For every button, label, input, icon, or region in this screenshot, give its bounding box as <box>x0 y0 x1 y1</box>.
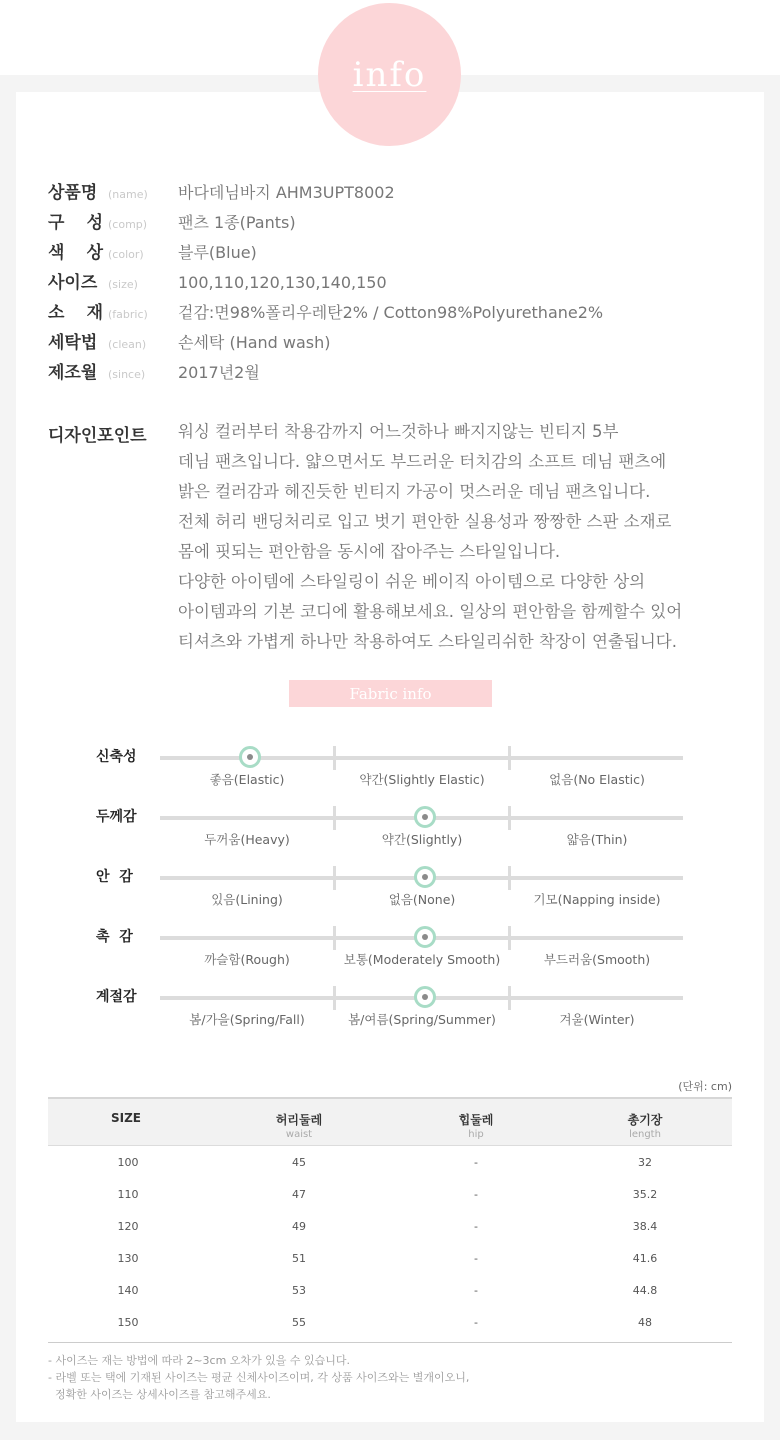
spec-label-en: (since) <box>108 368 146 381</box>
fabric-scale-option: 얇음(Thin) <box>566 832 628 847</box>
fabric-scale-option: 기모(Napping inside) <box>533 892 661 907</box>
table-cell: - <box>474 1252 478 1265</box>
table-cell: 140 <box>117 1284 139 1297</box>
spec-row-size <box>48 268 603 298</box>
fabric-scale-option: 까슬함(Rough) <box>204 952 290 967</box>
header-waist: 허리둘레 waist <box>275 1113 323 1140</box>
table-cell: 35.2 <box>632 1188 658 1201</box>
table-cell: 44.8 <box>632 1284 658 1297</box>
fabric-scale-label: 두께감 <box>96 809 137 825</box>
fabric-scale-option: 약간(Slightly Elastic) <box>359 772 485 787</box>
table-cell: - <box>474 1316 478 1329</box>
fabric-scale-option: 있음(Lining) <box>211 892 283 907</box>
table-cell: 49 <box>292 1220 306 1233</box>
fabric-scale-option: 좋음(Elastic) <box>209 772 285 787</box>
scale-divider <box>508 746 511 770</box>
design-point-text <box>178 417 748 657</box>
fabric-info-title: Fabric info <box>289 680 492 707</box>
info-title: info <box>352 54 427 95</box>
fabric-scale-option: 약간(Slightly) <box>381 832 463 847</box>
table-cell: 41.6 <box>632 1252 658 1265</box>
table-row <box>48 1210 732 1242</box>
size-table <box>48 1097 732 1343</box>
table-cell: - <box>474 1156 478 1169</box>
spec-label-en: (fabric) <box>108 308 148 321</box>
fabric-scale-option: 없음(None) <box>388 892 456 907</box>
spec-label-en: (comp) <box>108 218 148 231</box>
table-cell: - <box>474 1188 478 1201</box>
selected-level-marker <box>414 986 436 1008</box>
size-table-body <box>48 1146 732 1338</box>
design-line: 다양한 아이템에 스타일링이 쉬운 베이직 아이템으로 다양한 상의 <box>178 572 646 591</box>
table-cell: 48 <box>638 1316 652 1329</box>
spec-label: 색 상 <box>48 243 103 263</box>
spec-label: 구 성 <box>48 213 103 233</box>
table-row <box>48 1178 732 1210</box>
selected-level-marker <box>414 926 436 948</box>
spec-value: 바다데님바지 AHM3UPT8002 <box>178 183 395 202</box>
selected-level-marker <box>239 746 261 768</box>
spec-label-en: (name) <box>108 188 148 201</box>
spec-row-fabric <box>48 298 603 328</box>
header-length: 총기장 length <box>627 1113 663 1140</box>
table-cell: 150 <box>117 1316 139 1329</box>
scale-divider <box>508 866 511 890</box>
table-cell: 45 <box>292 1156 306 1169</box>
selected-level-marker <box>414 866 436 888</box>
scale-divider <box>333 926 336 950</box>
scale-divider <box>333 746 336 770</box>
table-cell: - <box>474 1220 478 1233</box>
table-cell: 130 <box>117 1252 139 1265</box>
table-cell: - <box>474 1284 478 1297</box>
info-badge <box>318 3 461 146</box>
note-line: 정확한 사이즈는 상세사이즈를 참고해주세요. <box>48 1388 271 1401</box>
design-line: 티셔츠와 가볍게 하나만 착용하여도 스타일리쉬한 착장이 연출됩니다. <box>178 632 677 651</box>
header-size: SIZE <box>110 1111 142 1125</box>
table-cell: 55 <box>292 1316 306 1329</box>
design-line: 밝은 컬러감과 헤진듯한 빈티지 가공이 멋스러운 데님 팬츠입니다. <box>178 482 651 501</box>
table-cell: 120 <box>117 1220 139 1233</box>
note-line: - 라벨 또는 택에 기재된 사이즈는 평균 신체사이즈이며, 각 상품 사이즈와는 별개이오니, <box>48 1371 470 1384</box>
spec-label-en: (color) <box>108 248 144 261</box>
fabric-scale-label: 신축성 <box>96 749 137 765</box>
design-line: 전체 허리 밴딩처리로 입고 벗기 편안한 실용성과 짱짱한 스판 소재로 <box>178 512 672 531</box>
spec-value: 손세탁 (Hand wash) <box>178 333 331 352</box>
design-point-label: 디자인포인트 <box>48 426 147 446</box>
spec-label-en: (size) <box>108 278 138 291</box>
product-spec <box>48 178 603 388</box>
spec-label-en: (clean) <box>108 338 147 351</box>
size-notes <box>48 1352 469 1403</box>
scale-divider <box>508 926 511 950</box>
scale-divider <box>333 986 336 1010</box>
fabric-scale-row <box>0 989 780 1056</box>
design-line: 몸에 핏되는 편안함을 동시에 잡아주는 스타일입니다. <box>178 542 561 561</box>
scale-divider <box>508 986 511 1010</box>
spec-value: 100,110,120,130,140,150 <box>178 273 387 292</box>
spec-label: 제조월 <box>48 363 98 383</box>
table-cell: 100 <box>117 1156 139 1169</box>
spec-label: 소 재 <box>48 303 103 323</box>
spec-label: 상품명 <box>48 183 98 203</box>
table-cell: 51 <box>292 1252 306 1265</box>
spec-row-color <box>48 238 603 268</box>
spec-row-comp <box>48 208 603 238</box>
size-table-header <box>48 1097 732 1146</box>
spec-row-name <box>48 178 603 208</box>
fabric-scale-option: 봄/가을(Spring/Fall) <box>189 1012 305 1027</box>
spec-label: 사이즈 <box>48 273 98 293</box>
spec-value: 겉감:면98%폴리우레탄2% / Cotton98%Polyurethane2% <box>178 303 604 322</box>
size-unit: (단위: cm) <box>678 1080 732 1093</box>
design-line: 아이템과의 기본 코디에 활용해보세요. 일상의 편안함을 함께할수 있어 <box>178 602 683 621</box>
spec-row-since <box>48 358 603 388</box>
table-cell: 32 <box>638 1156 652 1169</box>
table-cell: 110 <box>117 1188 139 1201</box>
fabric-scale-option: 없음(No Elastic) <box>549 772 645 787</box>
spec-label: 세탁법 <box>48 333 98 353</box>
spec-value: 2017년2월 <box>178 363 260 382</box>
spec-value: 팬츠 1종(Pants) <box>178 213 296 232</box>
fabric-scale-label: 계절감 <box>96 989 137 1005</box>
design-line: 워싱 컬러부터 착용감까지 어느것하나 빠지지않는 빈티지 5부 <box>178 422 619 441</box>
table-row <box>48 1146 732 1178</box>
fabric-scale-label: 촉 감 <box>96 929 133 945</box>
table-row <box>48 1274 732 1306</box>
table-row <box>48 1242 732 1274</box>
note-line: - 사이즈는 재는 방법에 따라 2~3cm 오차가 있을 수 있습니다. <box>48 1354 351 1367</box>
fabric-scale-option: 부드러움(Smooth) <box>543 952 651 967</box>
fabric-scale-option: 겨울(Winter) <box>559 1012 635 1027</box>
spec-value: 블루(Blue) <box>178 243 257 262</box>
fabric-scale-label: 안 감 <box>96 869 133 885</box>
scale-divider <box>333 866 336 890</box>
spec-row-clean <box>48 328 603 358</box>
table-divider <box>48 1342 732 1343</box>
table-cell: 38.4 <box>632 1220 658 1233</box>
design-point-section <box>48 417 748 657</box>
table-cell: 47 <box>292 1188 306 1201</box>
fabric-scale-option: 봄/여름(Spring/Summer) <box>348 1012 496 1027</box>
selected-level-marker <box>414 806 436 828</box>
table-cell: 53 <box>292 1284 306 1297</box>
scale-divider <box>508 806 511 830</box>
scale-divider <box>333 806 336 830</box>
header-hip: 힙둘레 hip <box>458 1113 494 1140</box>
fabric-scale-option: 보통(Moderately Smooth) <box>343 952 501 967</box>
fabric-scale-option: 두꺼움(Heavy) <box>204 832 290 847</box>
table-row <box>48 1306 732 1338</box>
design-line: 데님 팬츠입니다. 얇으면서도 부드러운 터치감의 소프트 데님 팬츠에 <box>178 452 667 471</box>
